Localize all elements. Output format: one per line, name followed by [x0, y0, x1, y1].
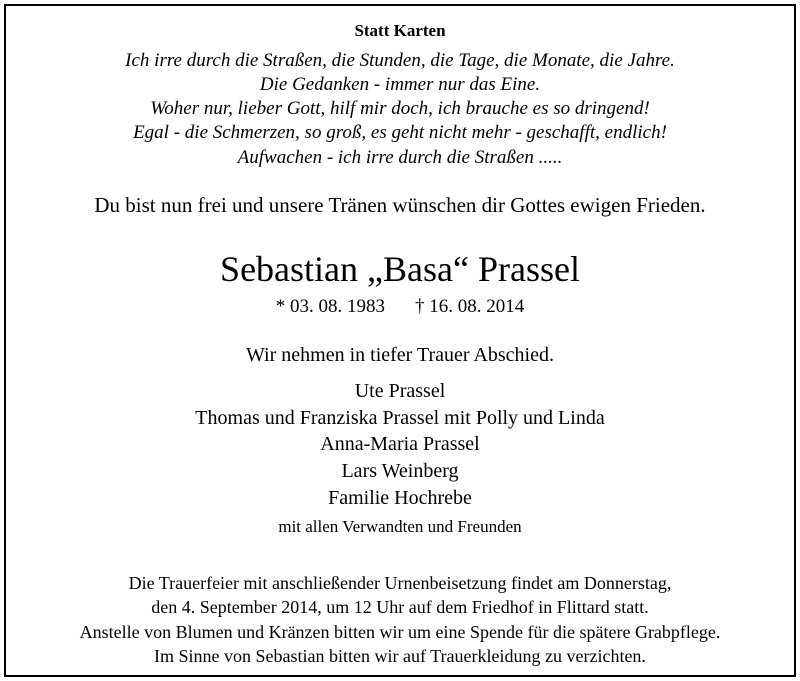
- poem-line: Ich irre durch die Straßen, die Stunden, die Tage, die Monate, die Jahre.: [125, 50, 675, 71]
- relatives-text: mit allen Verwandten und Freunden: [278, 517, 522, 536]
- family-member: Ute Prassel: [354, 380, 446, 402]
- poem-line: Woher nur, lieber Gott, hilf mir doch, ich brauche es so dringend!: [150, 98, 650, 119]
- poem-line: Aufwachen - ich irre durch die Straßen .....: [237, 147, 563, 168]
- farewell-text: Du bist nun frei und unsere Tränen wünschen dir Gottes ewigen Frieden.: [94, 193, 706, 217]
- obituary-notice: [4, 4, 796, 677]
- notice-header: Statt Karten: [354, 21, 446, 40]
- family-member: Lars Weinberg: [341, 460, 459, 482]
- mourning-text: Wir nehmen in tiefer Trauer Abschied.: [245, 344, 554, 366]
- poem-line: Die Gedanken - immer nur das Eine.: [259, 74, 541, 95]
- service-info-line: den 4. September 2014, um 12 Uhr auf dem Friedhof in Flittard statt.: [151, 597, 649, 617]
- service-info-line: Die Trauerfeier mit anschließender Urnenbeisetzung findet am Donnerstag,: [128, 573, 672, 593]
- family-member: Anna-Maria Prassel: [320, 433, 480, 455]
- poem-line: Egal - die Schmerzen, so groß, es geht nicht mehr - geschafft, endlich!: [133, 122, 667, 143]
- death-date: † 16. 08. 2014: [415, 296, 525, 317]
- family-member: Familie Hochrebe: [328, 487, 472, 509]
- service-info-line: Anstelle von Blumen und Kränzen bitten wir um eine Spende für die spätere Grabpflege.: [79, 622, 721, 642]
- life-dates: [6, 297, 794, 316]
- family-member: Thomas und Franziska Prassel mit Polly und Linda: [195, 407, 605, 429]
- service-info-line: Im Sinne von Sebastian bitten wir auf Trauerkleidung zu verzichten.: [154, 646, 646, 666]
- birth-date: * 03. 08. 1983: [275, 296, 385, 317]
- deceased-name: Sebastian „Basa“ Prassel: [220, 249, 580, 289]
